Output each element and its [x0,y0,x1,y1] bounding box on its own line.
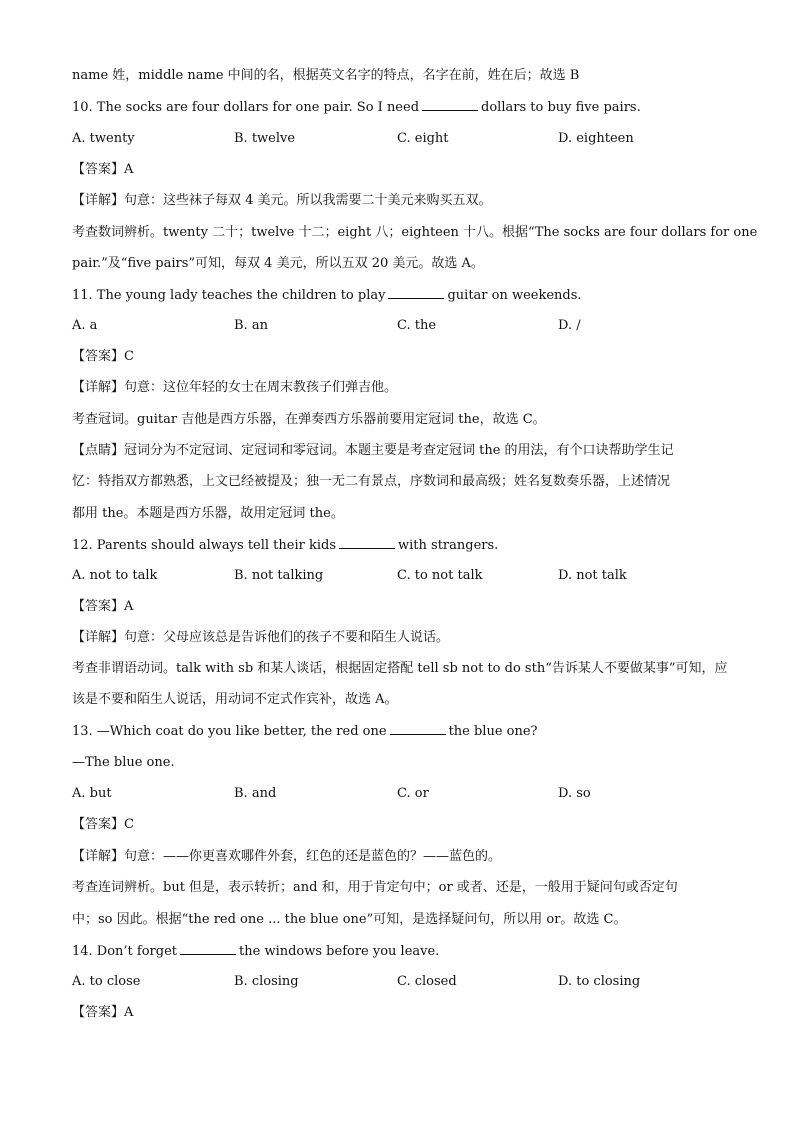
q14-option-c: C. closed [397,974,457,989]
q14-stem-part2: the windows before you leave. [239,944,440,959]
q11-option-a: A. a [72,318,98,333]
q14-stem-part1: 14. Don’t forget [72,944,178,959]
q13-stem-part2: the blue one? [448,724,538,739]
q12-answer: 【答案】A [72,599,134,614]
q14-stem [72,942,722,961]
q11-note-1: 【点睛】冠词分为不定冠词、定冠词和零冠词。本题主要是考查定冠词 the 的用法，有个口诀帮助学生记 [72,443,674,458]
intro-line: name 姓，middle name 中间的名，根据英文名字的特点，名字在前，姓在后；故选 B [72,68,580,83]
q12-stem [72,536,722,555]
q12-explain-1: 考查非谓语动词。talk with sb 和某人谈话，根据固定搭配 tell sb not to do sth“告诉某人不要做某事”可知，应 [72,661,728,676]
q10-detail: 【详解】句意：这些袜子每双 4 美元。所以我需要二十美元来购买五双。 [72,193,492,208]
q13-option-b: B. and [234,786,277,801]
q10-explain-1: 考查数词辨析。twenty 二十；twelve 十二；eight 八；eighteen 十八。根据“The socks are four dollars for one [72,225,758,240]
q12-explain-2: 该是不要和陌生人说话，用动词不定式作宾补，故选 A。 [72,692,398,707]
answer-blank [390,722,446,735]
q10-option-b: B. twelve [234,131,296,146]
q14-option-b: B. closing [234,974,299,989]
answer-blank [388,286,444,299]
q11-answer: 【答案】C [72,349,134,364]
q13-stem-part1: 13. —Which coat do you like better, the red one [72,724,387,739]
q13-option-d: D. so [558,786,591,801]
q11-note-3: 都用 the。本题是西方乐器，故用定冠词 the。 [72,506,344,521]
q12-stem-part1: 12. Parents should always tell their kids [72,538,337,553]
q10-option-d: D. eighteen [558,131,634,146]
q10-stem [72,98,722,117]
q13-explain-2: 中；so 因此。根据“the red one ... the blue one”可知，是选择疑问句，所以用 or。故选 C。 [72,912,627,927]
q12-option-b: B. not talking [234,568,324,583]
q12-stem-part2: with strangers. [398,538,499,553]
q12-option-a: A. not to talk [72,568,158,583]
q13-answer: 【答案】C [72,817,134,832]
q12-detail: 【详解】句意：父母应该总是告诉他们的孩子不要和陌生人说话。 [72,630,450,645]
q11-option-d: D. / [558,318,581,333]
answer-blank [339,536,395,549]
q13-stem [72,722,722,741]
q11-stem [72,286,722,305]
q14-answer: 【答案】A [72,1005,134,1020]
q11-option-b: B. an [234,318,268,333]
q11-stem-part2: guitar on weekends. [447,288,582,303]
q13-explain-1: 考查连词辨析。but 但是，表示转折；and 和，用于肯定句中；or 或者、还是，一般用于疑问句或否定句 [72,880,678,895]
q10-stem-part1: 10. The socks are four dollars for one pair. So I need [72,100,420,115]
q11-stem-part1: 11. The young lady teaches the children to play [72,288,386,303]
q11-detail: 【详解】句意：这位年轻的女士在周末教孩子们弹吉他。 [72,380,398,395]
q12-option-d: D. not talk [558,568,627,583]
q13-option-c: C. or [397,786,429,801]
q12-option-c: C. to not talk [397,568,483,583]
answer-blank [422,98,478,111]
q10-option-a: A. twenty [72,131,135,146]
q11-explain: 考查冠词。guitar 吉他是西方乐器，在弹奏西方乐器前要用定冠词 the，故选 C。 [72,412,546,427]
q13-reply: —The blue one. [72,755,175,770]
q11-note-2: 忆：特指双方都熟悉，上文已经被提及；独一无二有景点，序数词和最高级；姓名复数奏乐器，上述情况 [72,474,671,489]
q14-option-a: A. to close [72,974,141,989]
q11-option-c: C. the [397,318,437,333]
q10-stem-part2: dollars to buy five pairs. [481,100,641,115]
q10-answer: 【答案】A [72,162,134,177]
q13-detail: 【详解】句意：——你更喜欢哪件外套，红色的还是蓝色的？——蓝色的。 [72,849,502,864]
answer-blank [180,942,236,955]
q10-option-c: C. eight [397,131,449,146]
q13-option-a: A. but [72,786,112,801]
q14-option-d: D. to closing [558,974,641,989]
q10-explain-2: pair.”及“five pairs”可知，每双 4 美元，所以五双 20 美元。故选 A。 [72,256,484,271]
